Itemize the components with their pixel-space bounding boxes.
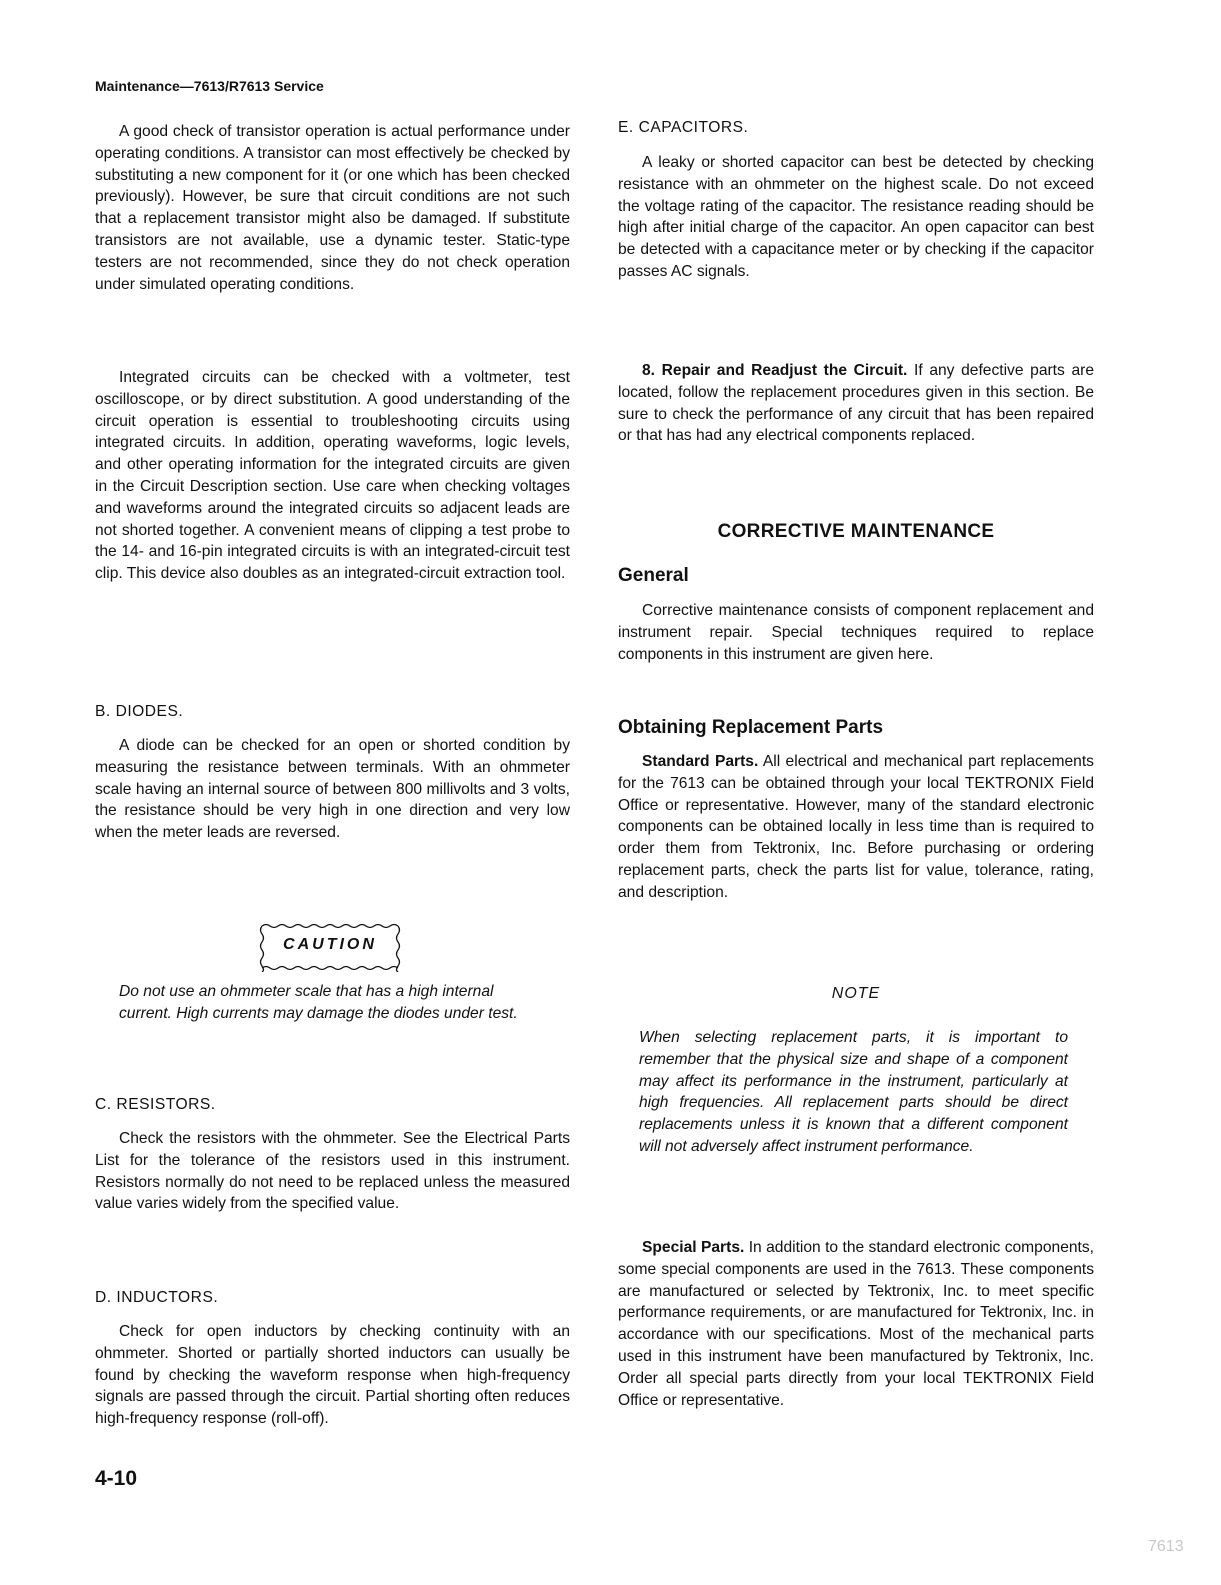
standard-parts-lead: Standard Parts. — [642, 753, 759, 770]
replacement-parts-heading: Obtaining Replacement Parts — [618, 717, 884, 738]
running-header: Maintenance—7613/R7613 Service — [95, 78, 324, 94]
standard-parts-text: All electrical and mechanical part replacements for the 7613 can be obtained through your local TEKTRONIX Field Office or representative. However, many of the standard electronic components can be obtained locally in less time than is required to order them from Tektronix, Inc. Before purchasing or ordering replacement parts, check the parts list for value, tolerance, rating, and description. — [618, 753, 1094, 901]
caution-box — [258, 922, 402, 972]
caution-label: CAUTION — [283, 936, 377, 953]
integrated-circuit-paragraph: Integrated circuits can be checked with a voltmeter, test oscilloscope, or by direct substitution. A good understanding of the circuit operation is essential to troubleshooting circuits using integrated circuits. In addition, operating waveforms, logic levels, and other operating information for the integrated circuits are given in the Circuit Description section. Use care when checking voltages and waveforms around the integrated circuits so adjacent leads are not shorted together. A convenient means of clipping a test probe to the 14- and 16-pin integrated circuits is with an integrated-circuit test clip. This device also doubles as an integrated-circuit extraction tool. — [95, 369, 570, 583]
inductors-heading: D. INDUCTORS. — [95, 1289, 219, 1306]
capacitors-heading: E. CAPACITORS. — [618, 119, 749, 136]
resistors-heading: C. RESISTORS. — [95, 1096, 216, 1113]
inductors-paragraph: Check for open inductors by checking continuity with an ohmmeter. Shorted or partially shorted inductors can usually be found by checking the waveform response when high-frequency signals are passed through the circuit. Partial shorting often reduces high-frequency response (roll-off). — [95, 1323, 570, 1428]
repair-paragraph — [618, 360, 1094, 447]
repair-text: If any defective parts are located, follow the replacement procedures given in this section. Be sure to check the performance of any circuit that has been repaired or that has had any electrical components replaced. — [618, 362, 1094, 445]
capacitors-paragraph: A leaky or shorted capacitor can best be detected by checking resistance with an ohmmeter on the highest scale. Do not exceed the voltage rating of the capacitor. The resistance reading should be high after initial charge of the capacitor. An open capacitor can best be detected with a capacitance meter or by checking if the capacitor passes AC signals. — [618, 154, 1094, 280]
diodes-paragraph: A diode can be checked for an open or shorted condition by measuring the resistance between terminals. With an ohmmeter scale having an internal source of between 800 millivolts and 3 volts, the resistance should be very high in one direction and very low when the meter leads are reversed. — [95, 737, 570, 842]
special-parts-lead: Special Parts. — [642, 1239, 745, 1256]
repair-lead: 8. Repair and Readjust the Circuit. — [642, 362, 908, 379]
transistor-paragraph: A good check of transistor operation is actual performance under operating conditions. A transistor can most effectively be checked by substituting a new component for it (or one which has been checked previously). However, be sure that circuit conditions are not such that a replacement transistor might also be damaged. If substitute transistors are not available, use a dynamic tester. Static-type testers are not recommended, since they do not check operation under simulated operating conditions. — [95, 123, 570, 293]
standard-parts-paragraph — [618, 751, 1094, 904]
general-paragraph: Corrective maintenance consists of component replacement and instrument repair. Special techniques required to replace components in this instrument are given here. — [618, 602, 1094, 663]
corrective-maintenance-title: CORRECTIVE MAINTENANCE — [717, 521, 995, 542]
note-title: NOTE — [831, 985, 881, 1002]
special-parts-text: In addition to the standard electronic components, some special components are used in the 7613. These components are manufactured or selected by Tektronix, Inc. to meet specific performance requirements, or are manufactured for Tektronix, Inc. in accordance with our specifications. Most of the mechanical parts used in this instrument have been manufactured by Tektronix, Inc. Order all special parts directly from your local TEKTRONIX Field Office or representative. — [618, 1239, 1094, 1409]
general-heading: General — [618, 565, 689, 586]
note-text: When selecting replacement parts, it is important to remember that the physical size and shape of a component may affect its performance in the instrument, particularly at high frequencies. All replacement parts should be direct replacements unless it is known that a different component will not adversely affect instrument performance. — [639, 1029, 1068, 1155]
caution-text: Do not use an ohmmeter scale that has a high internal current. High currents may damage the diodes under test. — [119, 983, 518, 1022]
resistors-paragraph: Check the resistors with the ohmmeter. See the Electrical Parts List for the tolerance of the resistors used in this instrument. Resistors normally do not need to be replaced unless the measured value varies widely from the specified value. — [95, 1130, 570, 1213]
special-parts-paragraph — [618, 1237, 1094, 1411]
page-number: 4-10 — [95, 1467, 138, 1490]
corner-mark: 7613 — [1148, 1538, 1184, 1555]
diodes-heading: B. DIODES. — [95, 703, 184, 720]
